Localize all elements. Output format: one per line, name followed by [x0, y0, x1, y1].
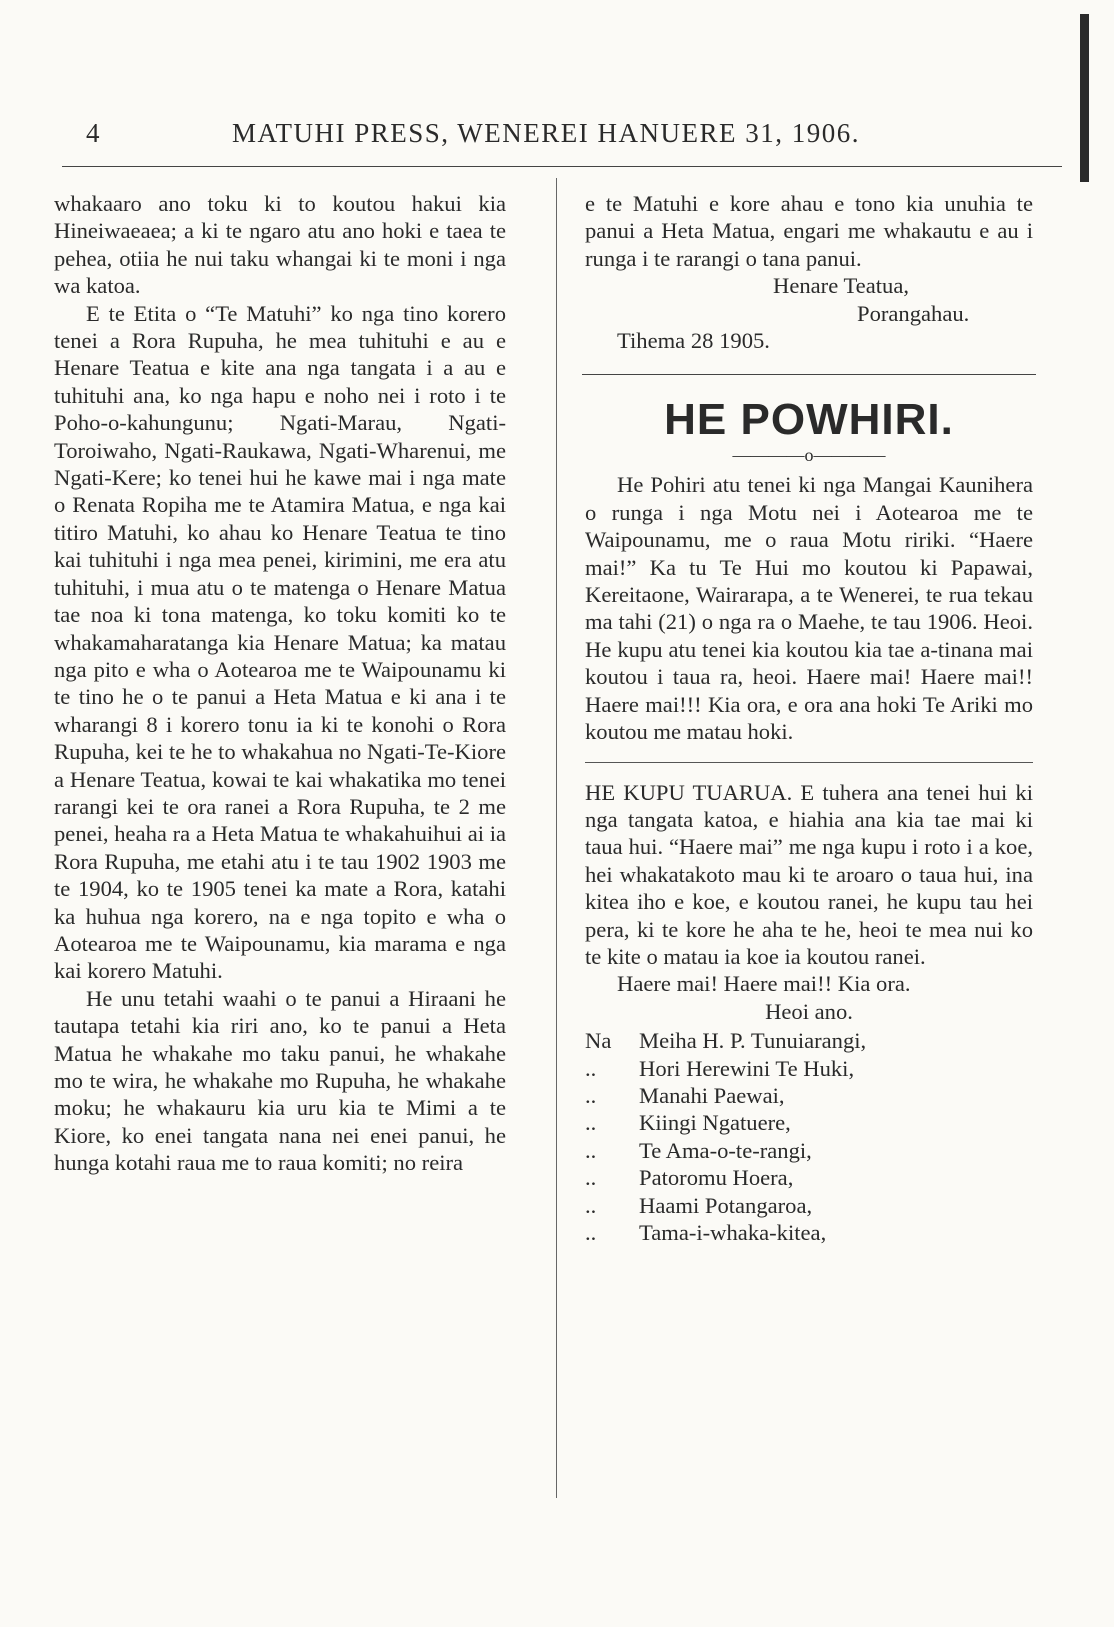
powhiri-paragraph: He Pohiri atu tenei ki nga Mangai Kaunihera o runga i nga Motu nei i Aotearoa me te Waipounamu, me o raua Motu ririki. “Haere mai!” Ka tu Te Hui mo koutou ki Papawai, Kereitaone, Wairarapa, a te Wenerei, te rua tekau ma tahi (21) o nga ra o Maehe, te tau 1906. Heoi. He kupu atu tenei kia koutou kia tae a-tinana mai koutou i taua ra, heoi. Haere mai! Haere mai!! Haere mai!!! Kia ora, e ora ana hoki Te Ariki mo koutou me matau hoki.	[585, 472, 1033, 745]
list-item	[585, 1137, 1033, 1164]
signatory-name: Patoromu Hoera,	[639, 1165, 794, 1191]
signatory-name: Tama-i-whaka-kitea,	[639, 1219, 827, 1245]
signature-date: Tihema 28 1905.	[617, 328, 770, 354]
right-column	[585, 190, 1033, 1246]
list-prefix: ..	[585, 1137, 597, 1163]
left-column	[54, 190, 506, 1177]
list-prefix: ..	[585, 1110, 597, 1136]
signatory-name: Te Ama-o-te-rangi,	[639, 1137, 812, 1163]
section-title: HE POWHIRI.	[664, 395, 954, 445]
list-prefix: ..	[585, 1055, 597, 1081]
masthead: MATUHI PRESS, WENEREI HANUERE 31, 1906.	[232, 118, 861, 148]
list-prefix: ..	[585, 1165, 597, 1191]
paragraph: He unu tetahi waahi o te panui a Hiraani he tautapa tetahi kia riri ano, ko te panui a Heta Matua he whakahe mo taku panui, he whakahe mo te wira, he whakahe mo Rupuha, he whakahe moku; he whakauru kia uru kia te Mimi a te Kiore, ko enei tangata nana nei enei panui, he hunga kotahi raua me to raua komiti; no reira	[54, 985, 506, 1176]
column-divider	[556, 178, 557, 1498]
signature-place: Porangahau.	[857, 300, 970, 326]
heoi-ano: Heoi ano.	[765, 998, 853, 1024]
section-rule	[582, 374, 1036, 375]
paragraph: E te Etita o “Te Matuhi” ko nga tino korero tenei a Rora Rupuha, he mea tuhituhi e au e Henare Teatua e kite ana nga tangata i a au e tuhituhi ana, ko nga hapu e noho nei i roto i te Poho-o-kahungunu; Ngati-Marau, Ngati-Toroiwaho, Ngati-Raukawa, Ngati-Wharenui, me Ngati-Kere; ko tenei hui he kawe mai i nga mate o Renata Ropiha me te Atamira Matua, e nga kai titiro Matuhi, ko ahau ko Henare Teatua te tino kai tuhituhi i nga mea penei, kirimini, me era atu tuhituhi, i mua atu o te matenga o Henare Matua tae noa ki tona matenga, ko toku komiti ko te whakamaharatanga kia Henare Matua; ka matau nga pito e wha o Aotearoa me te Waipounamu ki te tino he o te panui a Heta Matua e ki ana i te wharangi 8 i korero tonu ia ki te konohi o Rora Rupuha, kei te he to whakahua no Ngati-Te-Kiore a Henare Teatua, kowai te kai whakatika mo tenei rarangi kei te ora ranei a Rora Rupuha, te 2 me penei, heaha ra a Heta Matua te whakahuihui ai ia Rora Rupuha, me etahi atu i te tau 1902 1903 me te 1904, ko te 1905 tenei ka mate a Rora, katahi ka huhua nga korero, na e nga topito e wha o Aotearoa me te Waipounamu, kia marama e nga kai korero Matuhi.	[54, 300, 506, 984]
list-item	[585, 1164, 1033, 1191]
list-item	[585, 1055, 1033, 1082]
closing-greeting: Haere mai! Haere mai!! Kia ora.	[617, 971, 911, 997]
margin-bar	[1080, 14, 1089, 182]
signatory-list	[585, 1027, 1033, 1246]
paragraph: whakaaro ano toku ki to koutou hakui kia Hineiwaeaea; a ki te ngaro atu ano hoki e taea te pehea, otiia he nui taku whangai ki te moni i nga wa katoa.	[54, 191, 506, 299]
list-item	[585, 1192, 1033, 1219]
signatory-name: Kiingi Ngatuere,	[639, 1110, 791, 1136]
paragraph-rule	[585, 762, 1033, 763]
signatory-name: Hori Herewini Te Huki,	[639, 1055, 855, 1081]
signature-name: Henare Teatua,	[773, 273, 909, 299]
list-prefix: Na	[585, 1028, 612, 1054]
page-number: 4	[86, 118, 100, 148]
list-item	[585, 1109, 1033, 1136]
letter-end: e te Matuhi e kore ahau e tono kia unuhia te panui a Heta Matua, engari me whakautu e au i runga i te rarangi o tana panui.	[585, 191, 1033, 271]
list-item	[585, 1082, 1033, 1109]
list-prefix: ..	[585, 1219, 597, 1245]
list-item	[585, 1027, 1033, 1054]
list-item	[585, 1219, 1033, 1246]
signatory-name: Manahi Paewai,	[639, 1082, 785, 1108]
list-prefix: ..	[585, 1192, 597, 1218]
header-rule	[62, 166, 1062, 167]
ornament: ————o————	[732, 445, 886, 466]
signatory-name: Meiha H. P. Tunuiarangi,	[639, 1028, 867, 1054]
page-header	[62, 118, 1062, 158]
list-prefix: ..	[585, 1082, 597, 1108]
signatory-name: Haami Potangaroa,	[639, 1192, 813, 1218]
kupu-tuarua-paragraph: HE KUPU TUARUA. E tuhera ana tenei hui ki nga tangata katoa, e hiahia ana kia tae mai ki taua hui. “Haere mai” me nga kupu i roto i a koe, hei whakatakoto mau ki te aroaro o taua hui, ina kitea iho e koe, e koutou ranei, he kupu tau hei pera, ki te kore he aha te he, heoi te mea nui ko te kite o matau ia koe ia koutou ranei.	[585, 779, 1033, 969]
